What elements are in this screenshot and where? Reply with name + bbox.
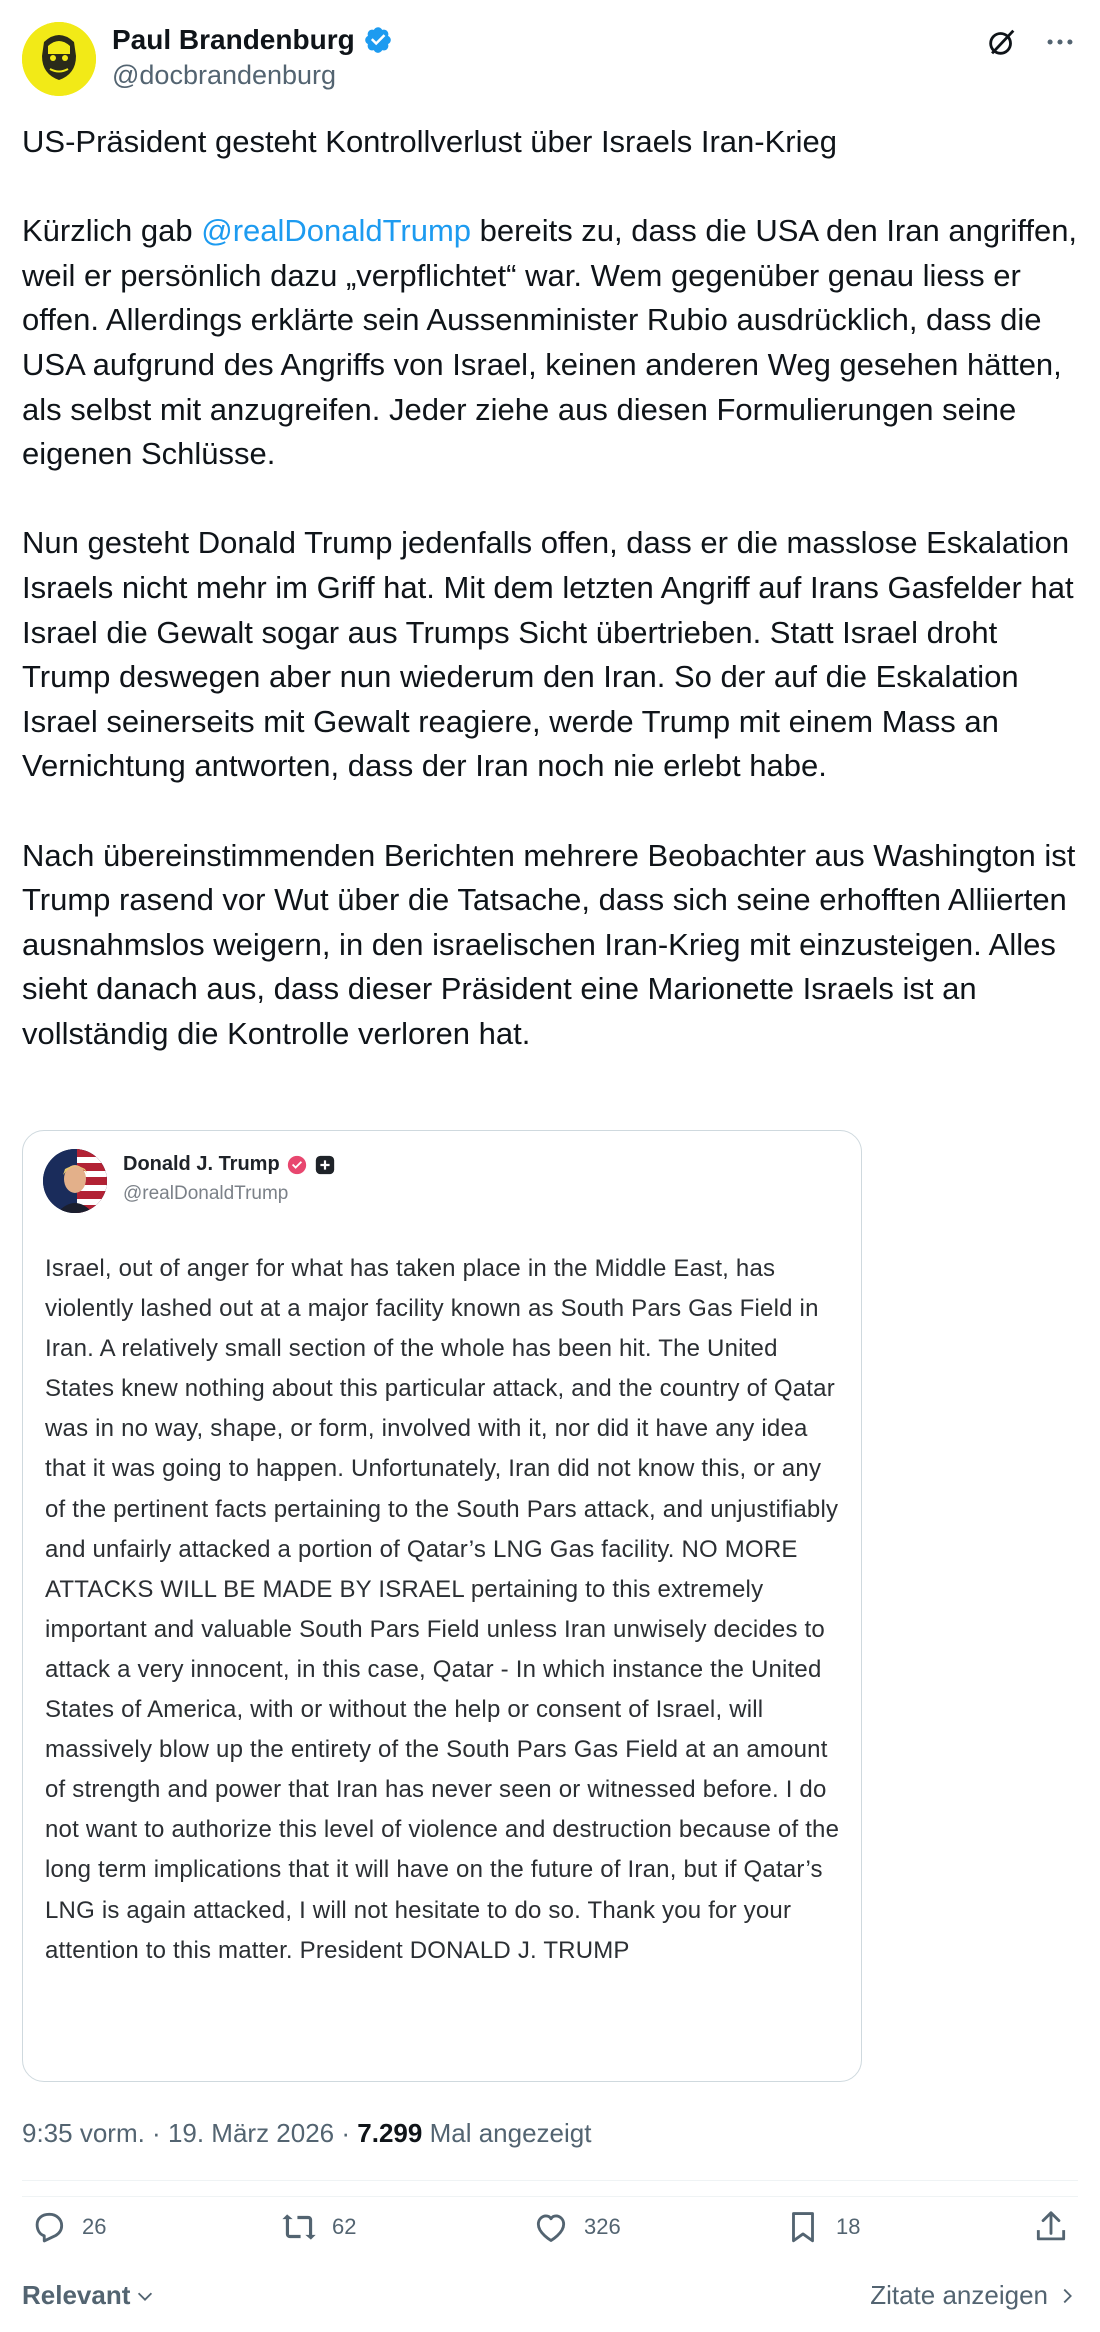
author-avatar-image: [22, 22, 96, 96]
show-quotes-link[interactable]: [870, 2280, 1078, 2311]
embedded-handle: @realDonaldTrump: [123, 1183, 289, 1204]
tweet-time[interactable]: 9:35 vorm.: [22, 2118, 145, 2148]
share-button[interactable]: [1032, 2208, 1070, 2246]
tweet-paragraph-1-start: Kürzlich gab: [22, 213, 202, 249]
like-icon: [532, 2208, 570, 2246]
like-button[interactable]: [532, 2208, 621, 2246]
tweet-paragraph-2: Nun gesteht Donald Trump jedenfalls offen, dass er die masslose Eskalation Israels nicht mehr im Griff hat. Mit dem letzten Angriff auf Irans Gasfelder hat Israel die Gewalt sogar aus Trumps Sicht übertrieben. Statt Israel droht Trump deswegen aber nun wiederum den Iran. So der auf die Eskalation Israel seinerseits mit Gewalt reagiere, werde Trump mit einem Mass an Vernichtung antworten, dass der Iran noch nie erlebt habe.: [22, 525, 1083, 784]
mention-link[interactable]: @realDonaldTrump: [201, 213, 472, 249]
author-avatar[interactable]: [22, 22, 96, 96]
embedded-display-name: Donald J. Trump: [123, 1153, 280, 1175]
repost-icon: [280, 2208, 318, 2246]
reply-count: 26: [82, 2214, 107, 2239]
action-bar: [22, 2208, 1078, 2258]
tweet-date[interactable]: 19. März 2026: [167, 2118, 335, 2148]
verified-badge-icon[interactable]: [363, 25, 393, 55]
author-handle[interactable]: @docbrandenburg: [112, 60, 337, 90]
embedded-post-body: Israel, out of anger for what has taken place in the Middle East, has violently lashed out at a major facility known as South Pars Gas Field in Iran. A relatively small section of the whole has been hit. The United States knew nothing about this particular attack, and the country of Qatar was in no way, shape, or form, involved with it, nor did it have any idea that it was going to happen. Unfortunately, Iran did not know this, or any of the pertinent facts pertaining to the South Pars attack, and unjustifiably and unfairly attacked a portion of Qatar’s LNG Gas facility. NO MORE ATTACKS WILL BE MADE BY ISRAEL pertaining to this extremely important and valuable South Pars Field unless Iran unwisely decides to attack a very innocent, in this case, Qatar - In which instance the United States of America, with or without the help or consent of Israel, will massively blow up the entirety of the South Pars Gas Field at an amount of strength and power that Iran has never seen or witnessed before. I do not want to authorize this level of violence and destruction because of the long term implications that it will have on the future of Iran, but if Qatar’s LNG is again attacked, I will not hesitate to do so. Thank you for your attention to this matter. President DONALD J. TRUMP: [45, 1255, 840, 1964]
meta-separator: ·: [144, 2118, 168, 2148]
header-actions: [984, 24, 1078, 60]
tweet-meta: [22, 2118, 591, 2149]
divider: [22, 2180, 1078, 2181]
chevron-down-icon: [134, 2285, 156, 2307]
replies-footer: [22, 2270, 1078, 2320]
grok-icon[interactable]: [984, 24, 1020, 60]
author-name-row: [112, 24, 393, 56]
quotes-label: Zitate anzeigen: [870, 2280, 1048, 2310]
repost-count: 62: [332, 2214, 357, 2239]
repost-button[interactable]: [280, 2208, 356, 2246]
tweet-paragraph-3: Nach übereinstimmenden Berichten mehrere Beobachter aus Washington ist Trump rasend vor Wut über die Tatsache, dass sich seine erhofften Alliierten ausnahmslos weigern, in den israelischen Iran-Krieg mit einzusteigen. Alles sieht danach aus, dass dieser Präsident eine Marionette Israels ist an vollständig die Kontrolle verloren hat.: [22, 837, 1084, 1051]
embedded-post-image[interactable]: [22, 1130, 862, 2082]
bookmark-count: 18: [836, 2214, 861, 2239]
sort-label: Relevant: [22, 2280, 131, 2310]
bookmark-icon: [784, 2208, 822, 2246]
share-icon: [1032, 2208, 1070, 2246]
bookmark-button[interactable]: [784, 2208, 860, 2246]
tweet-title-line: US-Präsident gesteht Kontrollverlust über Israels Iran-Krieg: [22, 124, 837, 159]
chevron-right-icon: [1056, 2285, 1078, 2307]
embedded-plus-icon: [314, 1154, 336, 1176]
reply-button[interactable]: [30, 2208, 106, 2246]
meta-separator: ·: [334, 2118, 358, 2148]
tweet-text: [22, 120, 1086, 1056]
divider: [22, 2196, 1078, 2197]
more-icon[interactable]: [1042, 24, 1078, 60]
embedded-name-row: [123, 1153, 336, 1176]
embedded-author-avatar: [43, 1149, 107, 1213]
embedded-verified-icon: [286, 1154, 308, 1176]
like-count: 326: [584, 2214, 621, 2239]
reply-icon: [30, 2208, 68, 2246]
tweet-header: [22, 18, 1078, 98]
tweet-paragraph-1-end: bereits zu, dass die USA den Iran angriffen, weil er persönlich dazu „verpflichtet“ war. Wem gegenüber genau liess er offen. Allerdings erklärte sein Aussenminister Rubio ausdrücklich, dass die USA aufgrund des Angriffs von Israel, keinen anderen Weg gesehen hätten, als selbst mit anzugreifen. Jeder ziehe aus diesen Formulierungen seine eigenen Schlüsse.: [22, 213, 1086, 472]
views-label: Mal angezeigt: [429, 2118, 592, 2148]
views-count: 7.299: [357, 2118, 423, 2148]
sort-replies-dropdown[interactable]: [22, 2280, 156, 2311]
author-display-name[interactable]: Paul Brandenburg: [112, 24, 355, 55]
